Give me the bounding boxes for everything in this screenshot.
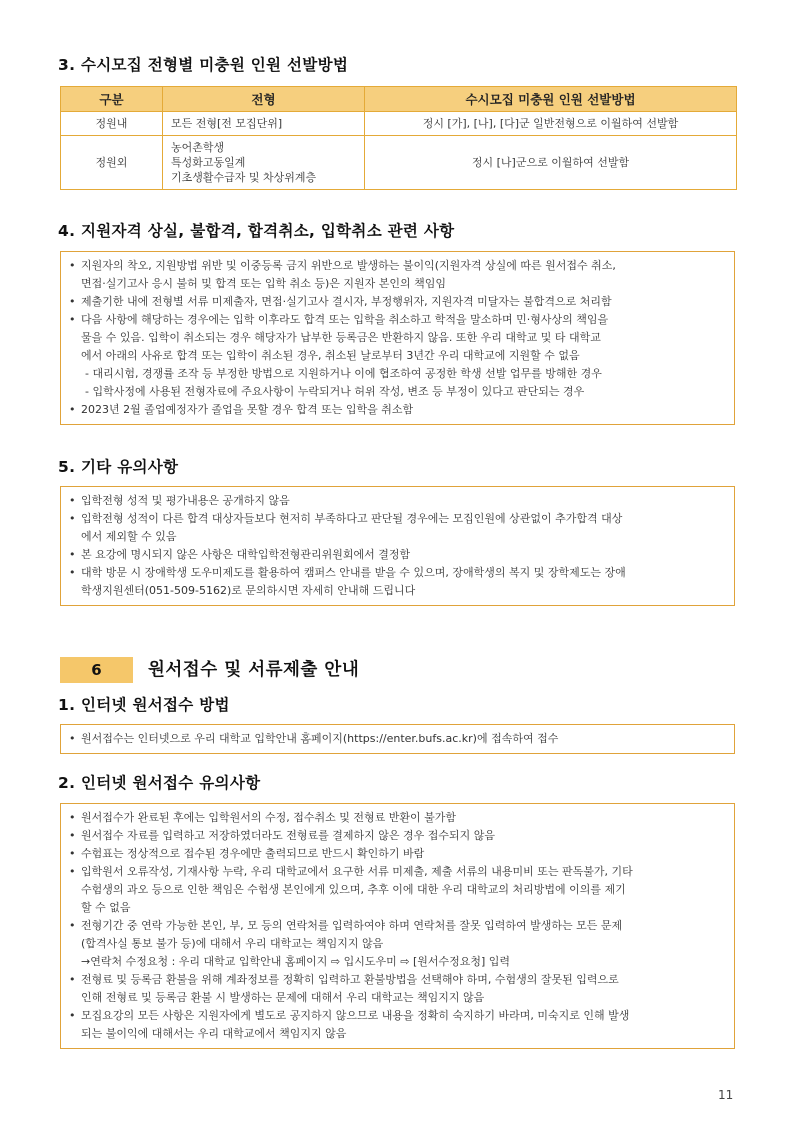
cell-line: 특성화고동일계 xyxy=(171,156,246,169)
bullet-icon: • xyxy=(69,494,76,507)
list-item: • 입학전형 성적 및 평가내용은 공개하지 않음 xyxy=(69,492,726,510)
bullet-icon: • xyxy=(69,1009,76,1022)
table-header: 구분 xyxy=(61,87,163,112)
bullet-icon: • xyxy=(69,973,76,986)
list-item: • 입학원서 오류작성, 기재사항 누락, 우리 대학교에서 요구한 서류 미제출, 제출 서류의 내용미비 또는 판독불가, 기타 수험생의 과오 등으로 인한 책임은 수험생 본인에게 있으며, 추후 이에 대한 우리 대학교의 처리방법에 이의를 제기 할 수 없음 xyxy=(69,865,633,914)
bullet-icon: • xyxy=(69,847,76,860)
sub-item: - 입학사정에 사용된 전형자료에 주요사항이 누락되거나 허위 작성, 변조 등 부정이 있다고 판단되는 경우 xyxy=(85,385,585,398)
section-3-heading: 3. 수시모집 전형별 미충원 인원 선발방법 xyxy=(58,56,349,74)
list-item: • 2023년 2월 졸업예정자가 졸업을 못할 경우 합격 또는 입학을 취소함 xyxy=(69,401,726,419)
list-item: • 원서접수는 인터넷으로 우리 대학교 입학안내 홈페이지(https://enter.bufs.ac.kr)에 접속하여 접수 xyxy=(69,730,726,748)
subsection-2-heading: 2. 인터넷 원서접수 유의사항 xyxy=(58,774,261,792)
section-5-box xyxy=(60,486,735,606)
section-number-badge: 6 xyxy=(60,657,133,683)
list-item: • 지원자의 착오, 지원방법 위반 및 이중등록 금지 위반으로 발생하는 불이익(지원자격 상실에 따른 원서접수 취소, 면접·실기고사 응시 불허 및 합격 또는 입학 취소 등)은 지원자 본인의 책임임 xyxy=(69,259,616,290)
list-item: • 원서접수가 완료된 후에는 입학원서의 수정, 접수취소 및 전형료 반환이 불가함 xyxy=(69,809,726,827)
bullet-icon: • xyxy=(69,566,76,579)
bullet-icon: • xyxy=(69,811,76,824)
list-item: • 본 요강에 명시되지 않은 사항은 대학입학전형관리위원회에서 결정함 xyxy=(69,546,726,564)
subsection-2-box xyxy=(60,803,735,1049)
table-header: 전형 xyxy=(163,87,365,112)
subsection-1-box xyxy=(60,724,735,754)
list-item: • 모집요강의 모든 사항은 지원자에게 별도로 공지하지 않으므로 내용을 정확히 숙지하기 바라며, 미숙지로 인해 발생 되는 불이익에 대해서는 우리 대학교에서 책임지지 않음 xyxy=(69,1009,630,1040)
list-item: • 제출기한 내에 전형별 서류 미제출자, 면접·실기고사 결시자, 부정행위자, 지원자격 미달자는 불합격으로 처리함 xyxy=(69,293,726,311)
section-4-box xyxy=(60,251,735,425)
table-cell: 정시 [가], [나], [다]군 일반전형으로 이월하여 선발함 xyxy=(365,112,737,136)
section-4-heading: 4. 지원자격 상실, 불합격, 합격취소, 입학취소 관련 사항 xyxy=(58,222,455,240)
cell-line: 농어촌학생 xyxy=(171,141,225,154)
list-item: • 대학 방문 시 장애학생 도우미제도를 활용하여 캠퍼스 안내를 받을 수 있으며, 장애학생의 복지 및 장학제도는 장애 학생지원센터(051-509-5162)로 문의하시면 자세히 안내해 드립니다 xyxy=(69,566,626,597)
list-item: • 전형기간 중 연락 가능한 본인, 부, 모 등의 연락처를 입력하여야 하며 연락처를 잘못 입력하여 발생하는 모든 문제 (합격사실 통보 불가 등)에 대해서 우리 대학교는 책임지지 않음 →연락처 수정요청 : 우리 대학교 입학안내 홈페이지 ⇨ 입시도우미 ⇨ [원서수정요청] 입력 xyxy=(69,919,623,968)
unfilled-selection-table xyxy=(60,86,737,190)
list-item: • 다음 사항에 해당하는 경우에는 입학 이후라도 합격 또는 입학을 취소하고 학적을 말소하며 민·형사상의 책임을 물을 수 있음. 입학이 취소되는 경우 해당자가 납부한 등록금은 반환하지 않음. 또한 우리 대학교 및 타 대학교 에서 아래의 사유로 합격 또는 입학이 취소된 경우, 취소된 날로부터 3년간 우리 대학교에 지원할 수 없음 xyxy=(69,313,609,362)
section-6-title: 원서접수 및 서류제출 안내 xyxy=(148,660,360,680)
subsection-1-heading: 1. 인터넷 원서접수 방법 xyxy=(58,696,230,714)
bullet-icon: • xyxy=(69,829,76,842)
cell-line: 기초생활수급자 및 차상위계층 xyxy=(171,171,317,184)
table-cell: 정시 [나]군으로 이월하여 선발함 xyxy=(365,136,737,190)
bullet-icon: • xyxy=(69,512,76,525)
bullet-icon: • xyxy=(69,865,76,878)
bullet-icon: • xyxy=(69,295,76,308)
table-cell xyxy=(163,136,365,190)
section-5-heading: 5. 기타 유의사항 xyxy=(58,458,179,476)
table-row xyxy=(61,136,737,190)
table-cell: 정원외 xyxy=(61,136,163,190)
table-header-row xyxy=(61,87,737,112)
bullet-icon: • xyxy=(69,313,76,326)
table-cell: 정원내 xyxy=(61,112,163,136)
bullet-icon: • xyxy=(69,259,76,272)
list-item: • 원서접수 자료를 입력하고 저장하였더라도 전형료를 결제하지 않은 경우 접수되지 않음 xyxy=(69,827,726,845)
table-cell: 모든 전형[전 모집단위] xyxy=(163,112,365,136)
sub-item: - 대리시험, 경쟁률 조작 등 부정한 방법으로 지원하거나 이에 협조하여 공정한 학생 선발 업무를 방해한 경우 xyxy=(85,367,602,380)
list-item: • 입학전형 성적이 다른 합격 대상자들보다 현저히 부족하다고 판단될 경우에는 모집인원에 상관없이 추가합격 대상 에서 제외할 수 있음 xyxy=(69,512,623,543)
list-item: • 수험표는 정상적으로 접수된 경우에만 출력되므로 반드시 확인하기 바람 xyxy=(69,845,726,863)
list-item: • 전형료 및 등록금 환불을 위해 계좌정보를 정확히 입력하고 환불방법을 선택해야 하며, 수험생의 잘못된 입력으로 인해 전형료 및 등록금 환불 시 발생하는 문제에 대해서 우리 대학교는 책임지지 않음 xyxy=(69,973,619,1004)
bullet-icon: • xyxy=(69,548,76,561)
table-row xyxy=(61,112,737,136)
page-number: 11 xyxy=(718,1088,734,1102)
bullet-icon: • xyxy=(69,732,76,745)
bullet-icon: • xyxy=(69,403,76,416)
bullet-icon: • xyxy=(69,919,76,932)
table-header: 수시모집 미충원 인원 선발방법 xyxy=(365,87,737,112)
